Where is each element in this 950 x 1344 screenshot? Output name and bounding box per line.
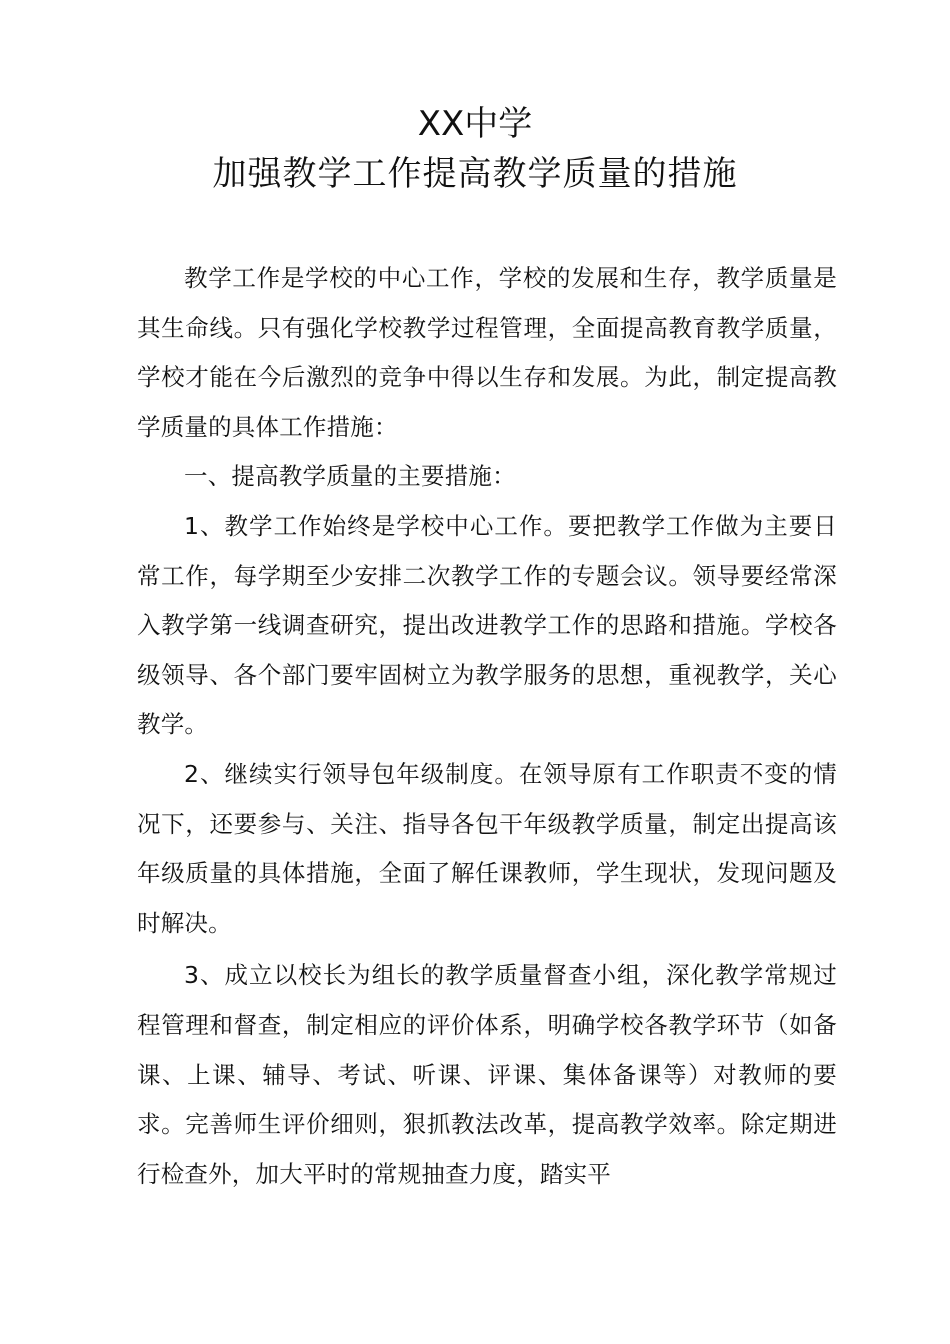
paragraph-intro: 教学工作是学校的中心工作，学校的发展和生存，教学质量是其生命线。只有强化学校教学过程管理，全面提高教育教学质量，学校才能在今后激烈的竞争中得以生存和发展。为此，制定提高教学质量的具体工作措施： [137, 264, 837, 441]
section-heading-1: 一、提高教学质量的主要措施： [184, 462, 516, 491]
paragraph-item-2: 2、继续实行领导包年级制度。在领导原有工作职责不变的情况下，还要参与、关注、指导各包干年级教学质量，制定出提高该年级质量的具体措施，全面了解任课教师，学生现状，发现问题及时解决。 [137, 759, 837, 937]
document-body [137, 254, 837, 1199]
document-title-main: 加强教学工作提高教学质量的措施 [212, 154, 738, 194]
paragraph-item-3: 3、成立以校长为组长的教学质量督查小组，深化教学常规过程管理和督查，制定相应的评价体系，明确学校各教学环节（如备课、上课、辅导、考试、听课、评课、集体备课等）对教师的要求。完善师生评价细则，狠抓教法改革，提高教学效率。除定期进行检查外，加大平时的常规抽查力度，踏实平 [137, 961, 837, 1188]
paragraph-item-1: 1、教学工作始终是学校中心工作。要把教学工作做为主要日常工作，每学期至少安排二次教学工作的专题会议。领导要经常深入教学第一线调查研究，提出改进教学工作的思路和措施。学校各级领导、各个部门要牢固树立为教学服务的思想，重视教学，关心教学。 [137, 511, 837, 739]
document-title-school: XX中学 [417, 104, 533, 144]
